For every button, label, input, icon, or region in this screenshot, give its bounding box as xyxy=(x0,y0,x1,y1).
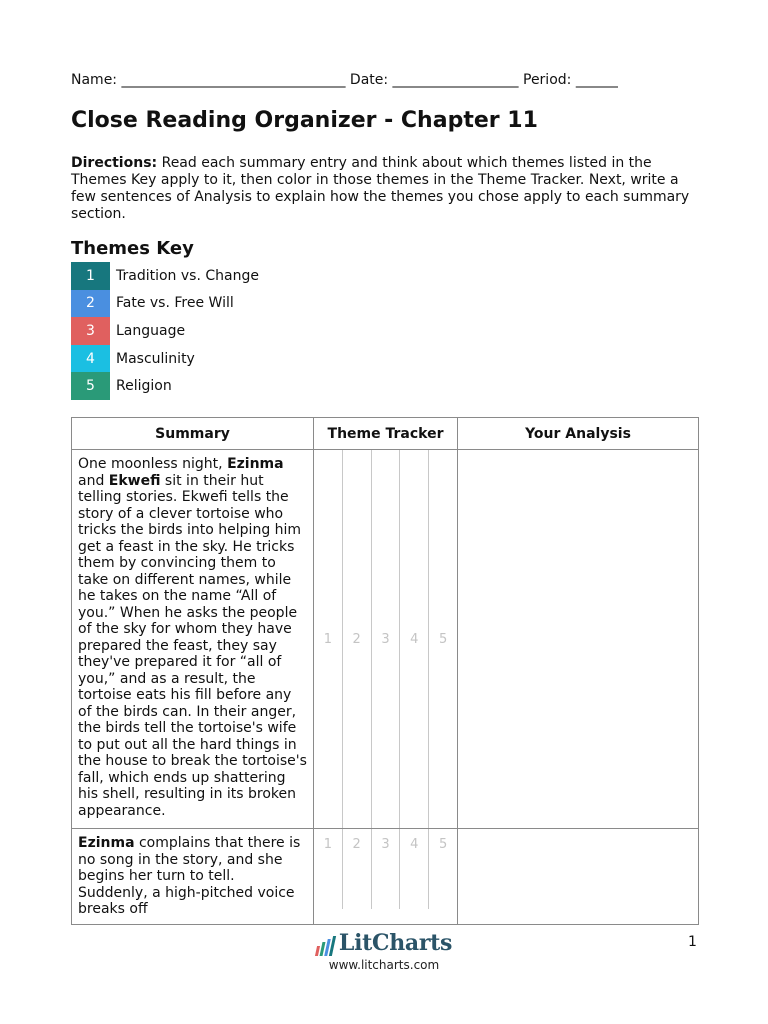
theme-row-3 xyxy=(71,317,259,345)
tracker-slot-3[interactable]: 3 xyxy=(372,450,401,828)
summary-text: and xyxy=(78,472,109,489)
tracker-slot-2[interactable]: 2 xyxy=(343,450,372,828)
theme-tracker xyxy=(314,450,457,828)
litcharts-footer xyxy=(0,930,768,972)
theme-number-badge: 5 xyxy=(71,372,110,400)
character-name: Ezinma xyxy=(78,835,135,851)
summary-cell xyxy=(72,829,314,925)
theme-row-4 xyxy=(71,345,259,373)
logo-wordmark: LitCharts xyxy=(338,930,453,956)
summary-column-header: Summary xyxy=(72,418,314,450)
directions-text: Read each summary entry and think about which themes listed in the Themes Key apply to it, then color in those themes in the Theme Tracker. Next, write a few sentences of Analysis to explain how the themes you chose apply to each summary section. xyxy=(71,155,690,222)
summary-cell xyxy=(72,450,314,829)
theme-number-badge: 1 xyxy=(71,262,110,290)
summary-text: One moonless night, xyxy=(78,456,228,472)
summary-text: sit in their hut telling stories. Ekwefi tells the story of a clever tortoise who tricks the birds into helping him get a feast in the sky. He tricks them by convincing them to take on different names, while he takes on the name “All of you.” When he asks the people of the sky for whom they have prepared the feast, they say they've prepared it for “all of you,” and as a result, the tortoise eats his fill before any of the birds can. In their anger, the birds tell the tortoise's wife to put out all the hard things in the house to break the tortoise's fall, which ends up shattering his shell, resulting in its broken appearance. xyxy=(78,472,307,819)
tracker-slot-4[interactable]: 4 xyxy=(400,829,429,909)
summary-text: complains that there is no song in the story, and she begins her turn to tell. Suddenly, a high-pitched voice breaks off xyxy=(78,835,301,917)
page-title: Close Reading Organizer - Chapter 11 xyxy=(71,108,538,133)
theme-row-5 xyxy=(71,372,259,400)
tracker-slot-2[interactable]: 2 xyxy=(343,829,372,909)
directions-label: Directions: xyxy=(71,155,158,171)
theme-label: Masculinity xyxy=(116,350,195,367)
tracker-slot-1[interactable]: 1 xyxy=(314,450,343,828)
tracker-slot-4[interactable]: 4 xyxy=(400,450,429,828)
table-row xyxy=(72,450,699,829)
theme-label: Language xyxy=(116,322,186,339)
tracker-slot-5[interactable]: 5 xyxy=(438,837,448,852)
theme-number-badge: 3 xyxy=(71,317,110,345)
themes-key-heading: Themes Key xyxy=(71,238,194,259)
close-reading-table xyxy=(71,417,699,925)
character-name: Ekwefi xyxy=(108,472,161,489)
theme-tracker xyxy=(314,829,457,909)
tracker-slot-3[interactable]: 3 xyxy=(372,829,401,909)
theme-tracker-column-header: Theme Tracker xyxy=(314,418,458,450)
theme-row-1 xyxy=(71,262,259,290)
theme-row-2 xyxy=(71,290,259,318)
website-url[interactable]: www.litcharts.com xyxy=(328,958,440,972)
table-header-row xyxy=(72,418,699,450)
tracker-slot-5[interactable]: 5 xyxy=(438,631,448,647)
theme-tracker-cell xyxy=(314,450,458,829)
theme-number-badge: 4 xyxy=(71,345,110,373)
theme-label: Religion xyxy=(116,378,172,395)
theme-label: Tradition vs. Change xyxy=(116,267,259,284)
character-name: Ezinma xyxy=(227,456,284,472)
directions-paragraph xyxy=(71,155,701,223)
table-row xyxy=(72,829,699,925)
theme-label: Fate vs. Free Will xyxy=(116,295,234,312)
theme-tracker-cell xyxy=(314,829,458,925)
analysis-cell[interactable] xyxy=(458,450,699,829)
page-number: 1 xyxy=(688,934,697,950)
bar-chart-icon xyxy=(316,936,336,956)
theme-number-badge: 2 xyxy=(71,290,110,318)
tracker-slot-1[interactable]: 1 xyxy=(314,829,343,909)
analysis-cell[interactable] xyxy=(458,829,699,925)
litcharts-logo[interactable] xyxy=(316,930,452,956)
analysis-column-header: Your Analysis xyxy=(458,418,699,450)
student-info-line: Name: ________________________________ Date: __________________ Period: ______ xyxy=(71,72,618,88)
themes-key xyxy=(71,262,259,400)
